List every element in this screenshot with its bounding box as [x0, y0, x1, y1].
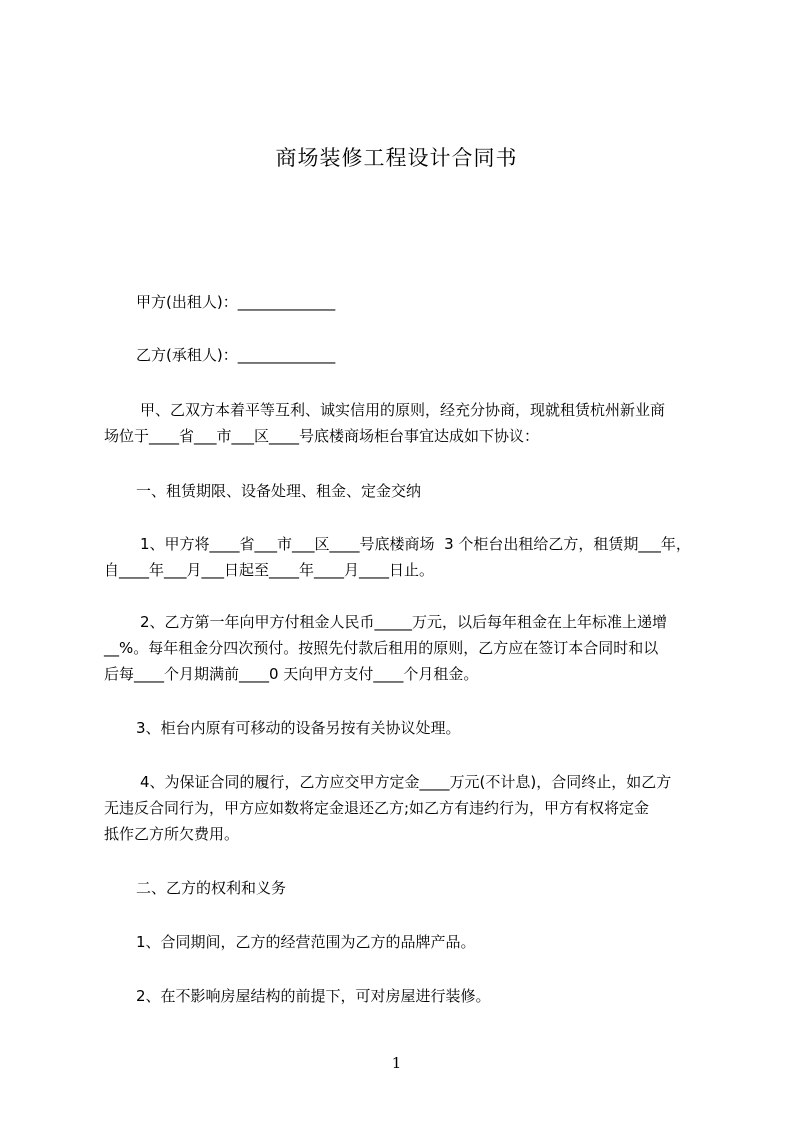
- clause-1-4-line-1: 4、为保证合同的履行，乙方应交甲方定金____万元(不计息)，合同终止，如乙方: [140, 773, 672, 791]
- clause-1-4-line-2: 无违反合同行为，甲方应如数将定金退还乙方;如乙方有违约行为，甲方有权将定金: [104, 799, 650, 817]
- document-title: 商场装修工程设计合同书: [275, 146, 518, 170]
- clause-2-1: 1、合同期间，乙方的经营范围为乙方的品牌产品。: [136, 933, 476, 951]
- page-number: 1: [391, 1054, 402, 1072]
- clause-1-2-line-1: 2、乙方第一年向甲方付租金人民币_____万元，以后每年租金在上年标准上递增: [140, 613, 668, 631]
- clause-1-1-line-2: 自____年___月___日起至____年____月____日止。: [104, 561, 435, 579]
- section-2-heading: 二、乙方的权利和义务: [136, 879, 287, 897]
- clause-1-4-line-3: 抵作乙方所欠费用。: [104, 825, 240, 843]
- clause-2-2: 2、在不影响房屋结构的前提下，可对房屋进行装修。: [136, 987, 491, 1005]
- clause-1-2-line-2: __%。每年租金分四次预付。按照先付款后租用的原则，乙方应在签订本合同时和以: [104, 639, 659, 657]
- intro-paragraph-line-2: 场位于____省___市___区____号底楼商场柜台事宜达成如下协议：: [104, 427, 540, 445]
- clause-1-3: 3、柜台内原有可移动的设备另按有关协议处理。: [136, 719, 461, 737]
- intro-paragraph-line-1: 甲、乙双方本着平等互利、诚实信用的原则，经充分协商，现就租赁杭州新业商: [140, 401, 666, 419]
- clause-1-1-line-1: 1、甲方将____省___市___区____号底楼商场 3 个柜台出租给乙方，租赁期___年，: [140, 535, 691, 553]
- clause-1-2-line-3: 后每____个月期满前____0 天向甲方支付____个月租金。: [104, 665, 479, 683]
- section-1-heading: 一、租赁期限、设备处理、租金、定金交纳: [136, 482, 422, 500]
- party-b-line: 乙方(承租人)：_____________: [136, 346, 336, 364]
- party-a-line: 甲方(出租人)：_____________: [136, 293, 336, 311]
